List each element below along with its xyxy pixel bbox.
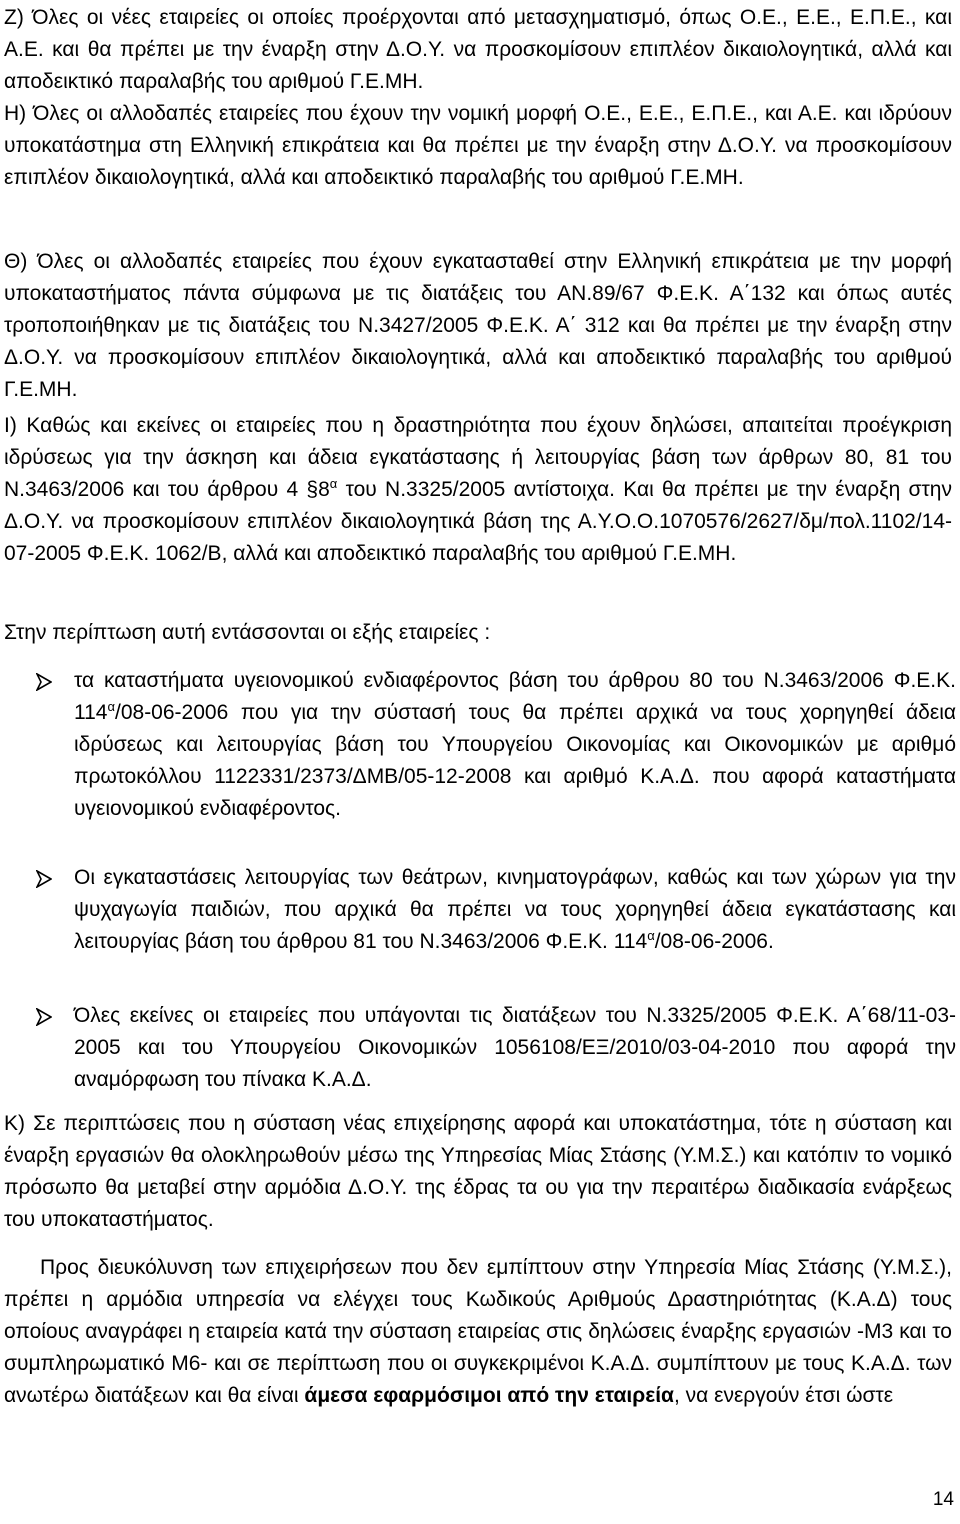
paragraph-z-text: Ζ) Όλες οι νέες εταιρείες οι οποίες προέρχονται από μετασχηματισμό, όπως Ο.Ε., Ε.Ε., Ε.Π.Ε., και Α.Ε. και θα πρέπει με την έναρξη στην Δ.Ο.Υ. να προσκομίσουν επιπλέον δικαιολογητικά, αλλά και αποδεικτικό παραλαβής του αριθμού Γ.Ε.ΜΗ. [4,6,952,93]
paragraph-i [4,410,952,570]
list-item-text-2: /08-06-2006 που για την σύστασή τους θα πρέπει αρχικά να τους χορηγηθεί άδεια ιδρύσεως και λειτουργίας βάση του Υπουργείου Οικονομίας και Οικονομικών με αριθμό πρωτοκόλλου 1122331/2373/ΔΜΒ/05-12-2008 και αριθμό Κ.Α.Δ. που αφορά καταστήματα υγειονομικού ενδιαφέροντος. [74,701,956,820]
list-item-text-2: /08-06-2006. [654,930,774,953]
list-item-superscript: α [647,928,655,943]
arrow-bullet-icon [36,1008,52,1026]
intro-line-text: Στην περίπτωση αυτή εντάσσονται οι εξής εταιρείες : [4,621,491,644]
company-list-2 [0,862,956,958]
paragraph-k-text: Κ) Σε περιπτώσεις που η σύσταση νέας επιχείρησης αφορά και υποκατάστημα, τότε η σύσταση και έναρξη εργασιών θα ολοκληρωθούν μέσω της Υπηρεσίας Μίας Στάσης (Υ.Μ.Σ.) και κατόπιν το νομικό πρόσωπο θα μεταβεί στην αρμόδια Δ.Ο.Υ. της έδρας τα ου για την περαιτέρω διαδικασία ενάρξεως του υποκαταστήματος. [4,1112,952,1231]
arrow-bullet-icon [36,673,52,691]
paragraph-i-superscript: α [329,476,338,491]
list-item-text-1: τα καταστήματα υγειονομικού ενδιαφέροντος βάση του άρθρου 80 του Ν.3463/2006 Φ.Ε.Κ. 114 [74,669,956,724]
company-list-3 [0,1000,956,1096]
list-item-text: Όλες εκείνες οι εταιρείες που υπάγονται τις διατάξεων του Ν.3325/2005 Φ.Ε.Κ. Α΄68/11-03-2005 και του Υπουργείου Οικονομικών 1056108/ΕΞ/2010/03-04-2010 που αφορά την αναμόρφωση του πίνακα Κ.Α.Δ. [74,1004,956,1091]
paragraph-th-text: Θ) Όλες οι αλλοδαπές εταιρείες που έχουν εγκατασταθεί στην Ελληνική επικράτεια με την μορφή υποκαταστήματος πάντα σύμφωνα με τις διατάξεις του ΑΝ.89/67 Φ.Ε.Κ. Α΄132 και όπως αυτές τροποποιήθηκαν με τις διατάξεις του Ν.3427/2005 Φ.Ε.Κ. Α΄ 312 και θα πρέπει με την έναρξη στην Δ.Ο.Υ. να προσκομίσουν επιπλέον δικαιολογητικά, αλλά και αποδεικτικό παραλαβής του αριθμού Γ.Ε.ΜΗ. [4,250,952,401]
list-item [0,665,956,825]
paragraph-z [4,2,952,98]
page-number: 14 [932,1489,954,1510]
closing-bold-text: άμεσα εφαρμόσιμοι από την εταιρεία [304,1384,674,1407]
paragraph-h-text: Η) Όλες οι αλλοδαπές εταιρείες που έχουν την νομική μορφή Ο.Ε., Ε.Ε., Ε.Π.Ε., και Α.Ε. και ιδρύουν υποκατάστημα στη Ελληνική επικράτεια και θα πρέπει με την έναρξη στην Δ.Ο.Υ. να προσκομίσουν επιπλέον δικαιολογητικά, αλλά και αποδεικτικό παραλαβής του αριθμού Γ.Ε.ΜΗ. [4,102,952,189]
closing-text-1: Προς διευκόλυνση των επιχειρήσεων που δεν εμπίπτουν στην Υπηρεσία Μίας Στάσης (Υ.Μ.Σ.), πρέπει η αρμόδια υπηρεσία να ελέγχει τους Κωδικούς Αριθμούς Δραστηριότητας (Κ.Α.Δ) τους οποίους αναγράφει η εταιρεία κατά την σύσταση εταιρείας στις δηλώσεις έναρξης εργασιών -Μ3 και το συμπληρωματικό Μ6- και σε περίπτωση που οι συγκεκριμένοι Κ.Α.Δ. συμπίπτουν με τους Κ.Α.Δ. των ανωτέρω διατάξεων και θα είναι [4,1256,952,1407]
company-list [0,665,956,825]
list-item [0,1000,956,1096]
paragraph-i-text-1: Ι) Καθώς και εκείνες οι εταιρείες που η δραστηριότητα που έχουν δηλώσει, απαιτείται προέγκριση ιδρύσεως για την άσκηση και άδεια εγκατάστασης ή λειτουργίας βάση των άρθρων 80, 81 του Ν.3463/2006 και του άρθρου 4 §8 [4,414,952,501]
list-item-superscript: α [107,699,115,714]
list-item-text-1: Οι εγκαταστάσεις λειτουργίας των θεάτρων, κινηματογράφων, καθώς και των χώρων για την ψυχαγωγία παιδιών, που αρχικά θα πρέπει να τους χορηγηθεί άδεια εγκατάστασης και λειτουργίας βάση του άρθρου 81 του Ν.3463/2006 Φ.Ε.Κ. 114 [74,866,956,953]
paragraph-h [4,98,952,194]
intro-line [4,617,952,649]
closing-text-2: , να ενεργούν έτσι ώστε [673,1384,894,1407]
paragraph-k [4,1108,952,1236]
paragraph-i-text-2: του Ν.3325/2005 αντίστοιχα. Και θα πρέπει με την έναρξη στην Δ.Ο.Υ. να προσκομίσουν επιπλέον δικαιολογητικά βάση της Α.Υ.Ο.Ο.1070576/2627/δμ/πολ.1102/14-07-2005 Φ.Ε.Κ. 1062/Β, αλλά και αποδεικτικό παραλαβής του αριθμού Γ.Ε.ΜΗ. [4,478,952,565]
list-item [0,862,956,958]
paragraph-th [4,246,952,406]
arrow-bullet-icon [36,870,52,888]
closing-paragraph [4,1252,952,1412]
